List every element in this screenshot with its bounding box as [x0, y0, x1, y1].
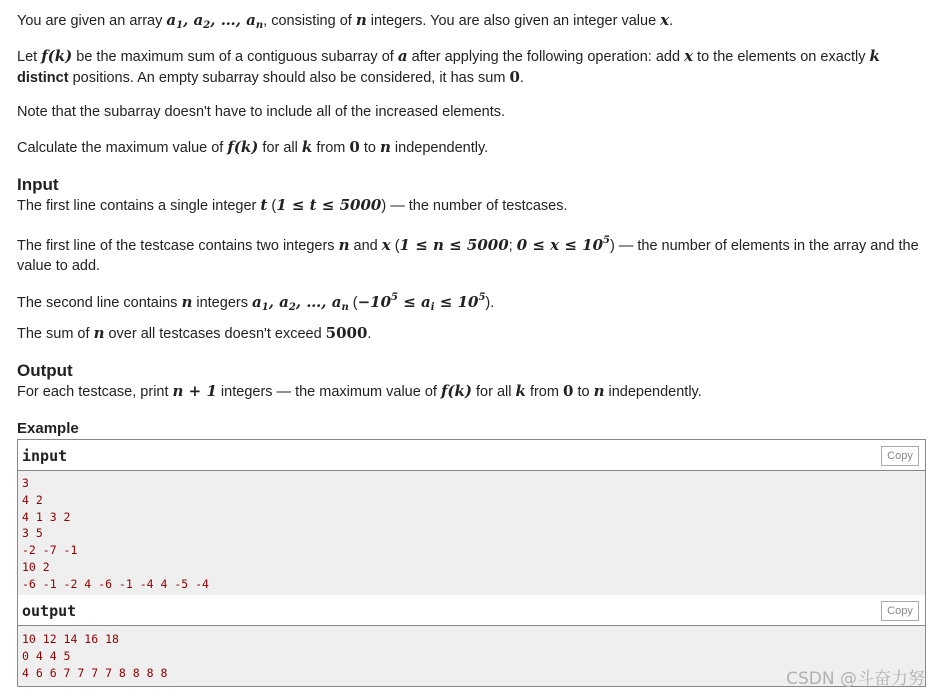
- output-line: 10 12 14 16 18: [22, 632, 119, 646]
- example-output-header: [18, 595, 925, 626]
- statement-p3: Note that the subarray doesn't have to include all of the increased elements.: [17, 104, 506, 120]
- copy-output-button[interactable]: Copy: [881, 601, 919, 621]
- statement-p1: You are given an array $a_1$, $a_2$, …, $a_n$, consisting of n integers. You are also given an integer value x.: [17, 11, 674, 31]
- output-line: 0 4 4 5: [22, 648, 71, 663]
- input-p4: The sum of n over all testcases doesn't exceed 5000.: [17, 324, 372, 342]
- copy-input-button[interactable]: Copy: [881, 446, 919, 466]
- distinct-emphasis: distinct: [17, 70, 69, 86]
- input-line: 3 5: [22, 526, 43, 541]
- output-line: 4 6 6 7 7 7 7 8 8 8 8: [22, 665, 168, 680]
- example-title: Example: [17, 420, 79, 437]
- input-p3: The second line contains n integers $a_1$, $a_2$, …, $a_n$ $(-10^5 \le a_i \le 10^5)$.: [17, 292, 495, 313]
- example-input-content[interactable]: [18, 471, 925, 597]
- input-line: -6 -1 -2 4 -6 -1 -4 4 -5 -4: [22, 576, 209, 591]
- input-line: -2 -7 -1: [22, 543, 78, 558]
- example-input-header: [18, 440, 925, 471]
- output-section-title: Output: [17, 361, 73, 380]
- statement-p4: Calculate the maximum value of f(k) for all k from 0 to n independently.: [17, 138, 489, 156]
- input-line: 4 2: [22, 492, 43, 507]
- input-line: 10 2: [22, 559, 50, 574]
- input-line: 3: [22, 476, 29, 490]
- example-input-box: [17, 439, 926, 598]
- statement-p2: Let f(k) be the maximum sum of a contiguous subarray of a after applying the following operation: add x to the elements on exactly k distinct positions. An empty subarray should also be considered, it has sum 0.: [17, 47, 880, 86]
- example-input-label: input: [22, 447, 68, 465]
- input-p2: The first line of the testcase contains two integers n and x (1 ≤ n ≤ 5000; $0 \le x \le 10^5$) — the number of elements in the array and the value to add.: [17, 235, 919, 274]
- output-p1: For each testcase, print n + 1 integers — the maximum value of f(k) for all k from 0 to n independently.: [17, 382, 702, 400]
- input-section-title: Input: [17, 175, 59, 194]
- input-p1: The first line contains a single integer t (1 ≤ t ≤ 5000) — the number of testcases.: [17, 196, 568, 214]
- input-line: 4 1 3 2: [22, 509, 71, 524]
- watermark: CSDN @斗奋力努: [786, 669, 925, 689]
- math-array: $a_1$, $a_2$, …, $a_n$: [166, 11, 264, 31]
- example-output-label: output: [22, 602, 77, 620]
